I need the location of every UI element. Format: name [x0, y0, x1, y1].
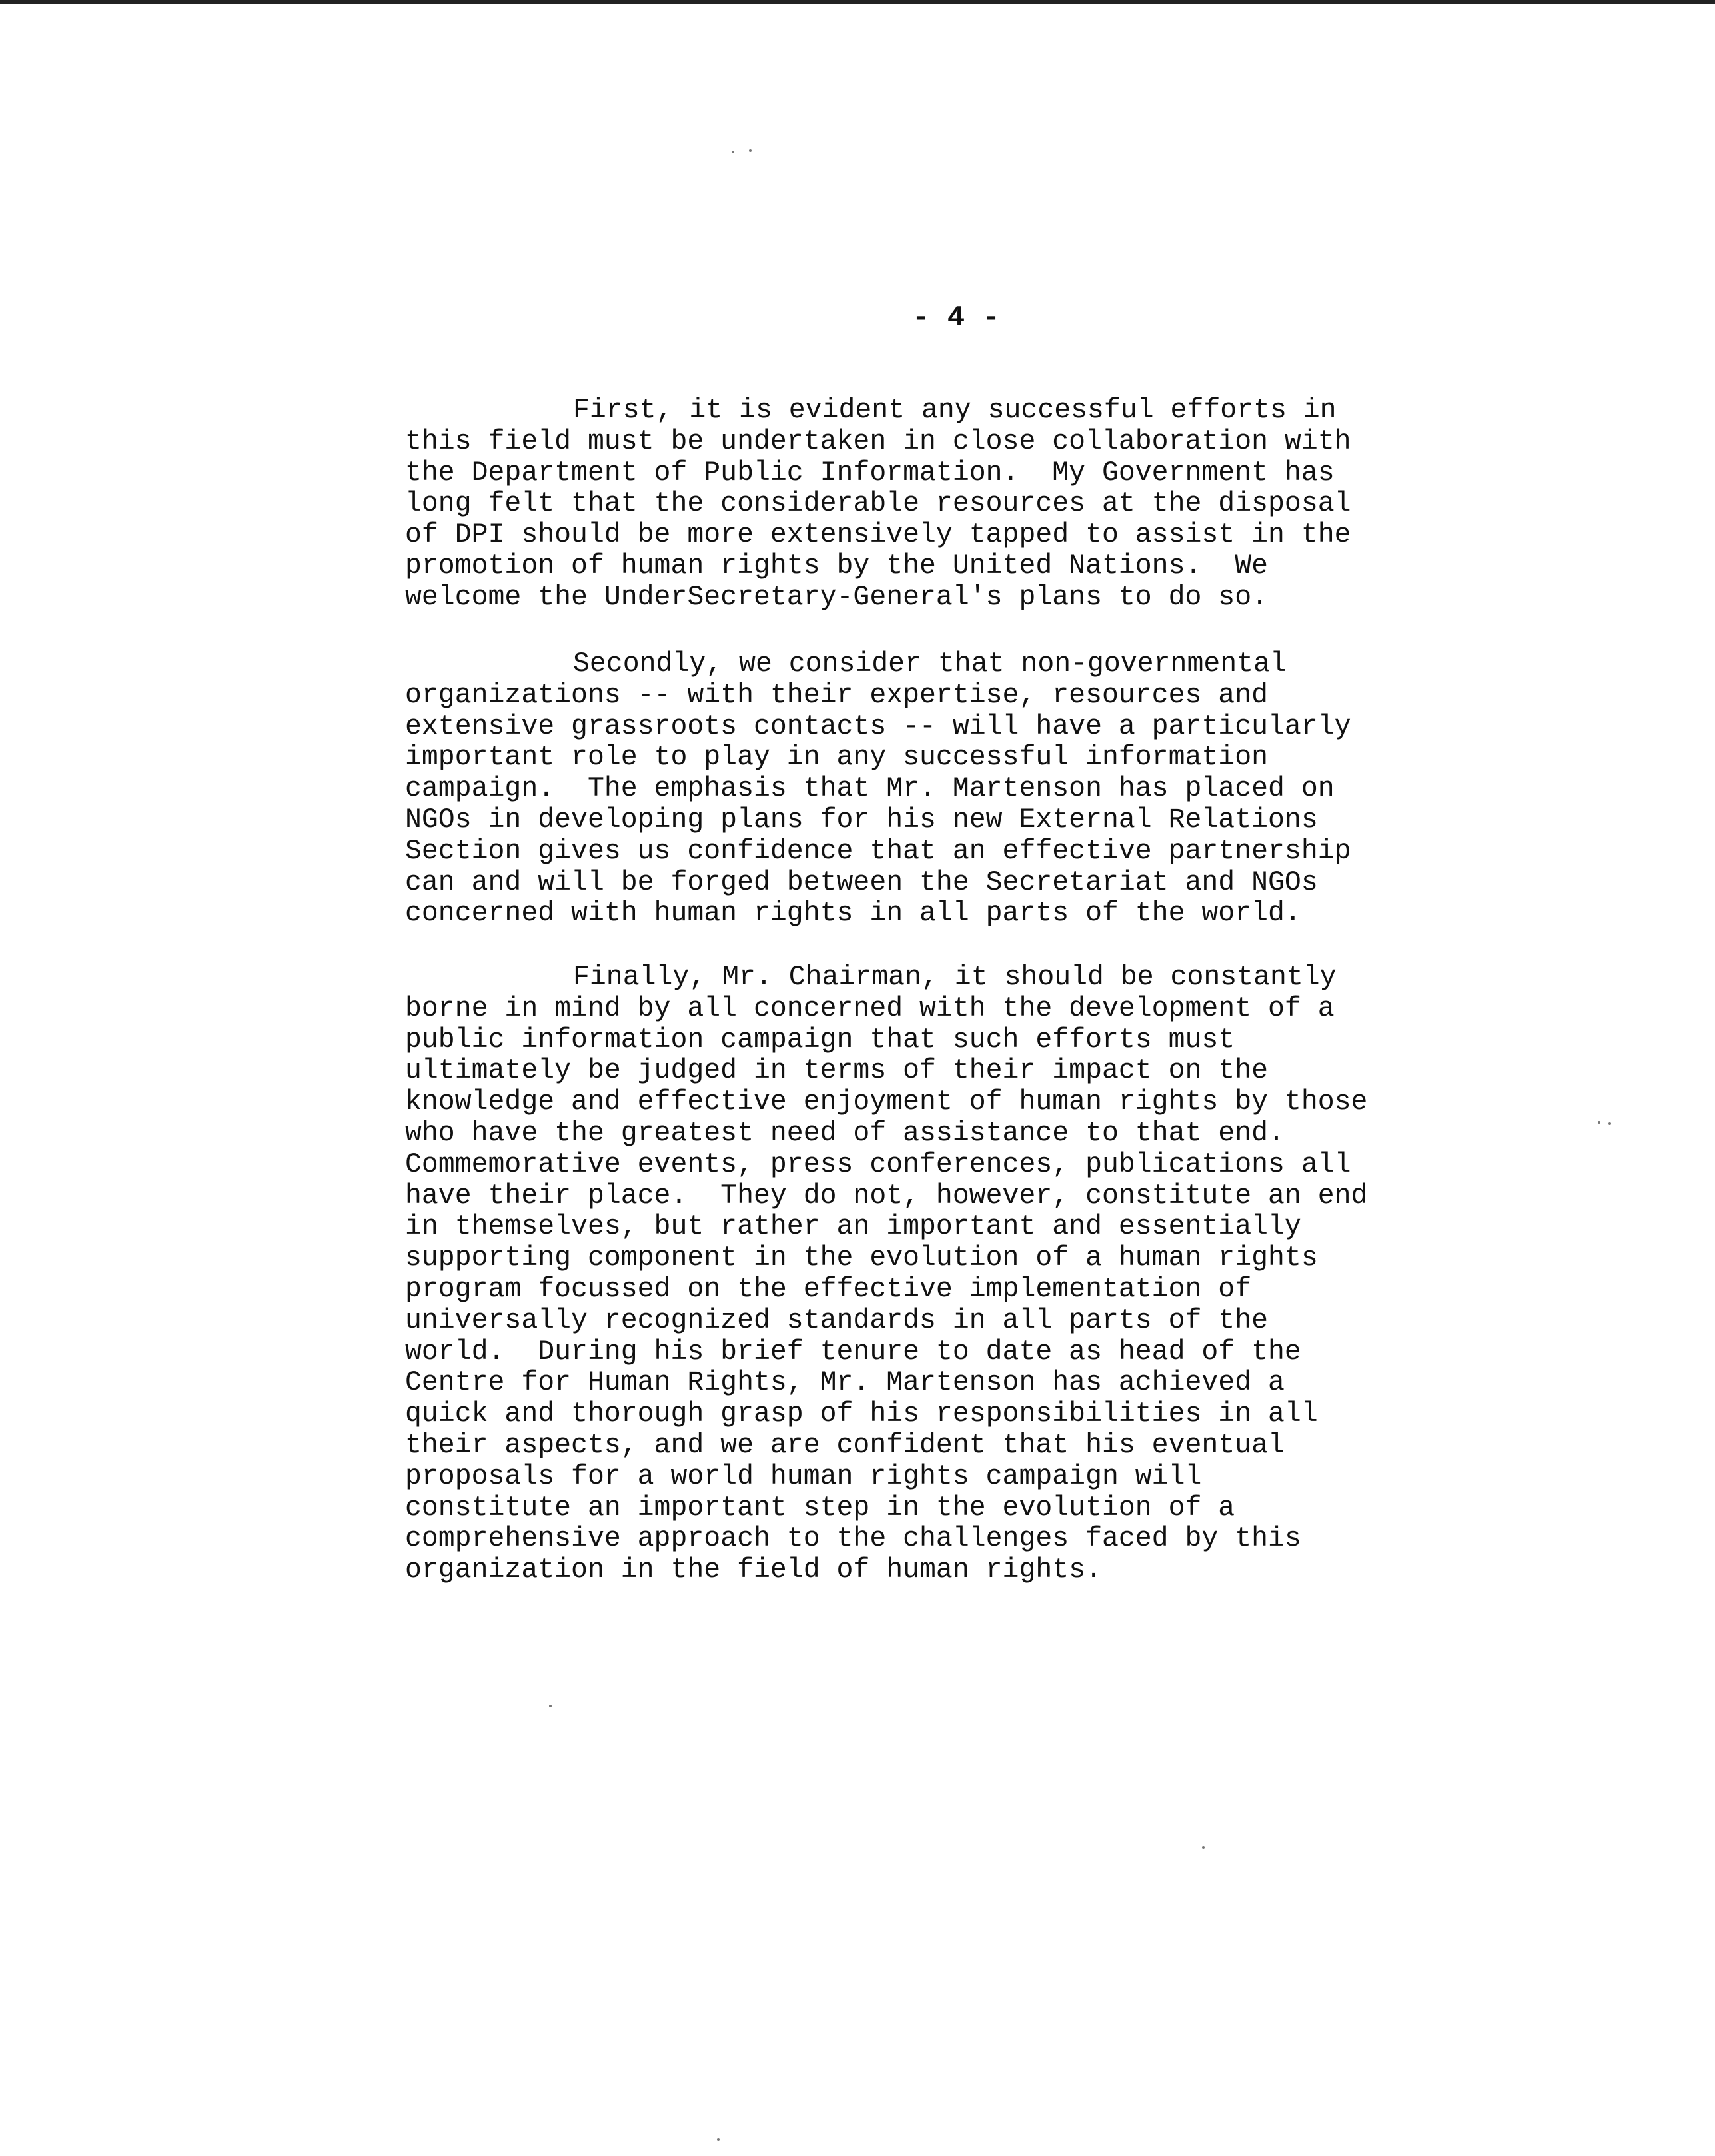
text-line: concerned with human rights in all parts of the world.	[405, 898, 1301, 930]
scan-speck	[549, 1705, 552, 1707]
text-line: have their place. They do not, however, constitute an end	[405, 1180, 1368, 1212]
text-line: organizations -- with their expertise, resources and	[405, 679, 1269, 711]
scan-speck	[1608, 1122, 1611, 1125]
text-line: universally recognized standards in all parts of the	[405, 1304, 1269, 1336]
paragraph-3	[405, 962, 1498, 1586]
text-line: Commemorative events, press conferences, publications all	[405, 1148, 1351, 1180]
text-line: in themselves, but rather an important and essentially	[405, 1211, 1301, 1243]
text-line: Finally, Mr. Chairman, it should be constantly	[573, 962, 1337, 993]
text-line: long felt that the considerable resources at the disposal	[405, 488, 1351, 520]
text-line: constitute an important step in the evolution of a	[405, 1492, 1235, 1524]
paragraph-2	[405, 649, 1498, 930]
scan-speck	[717, 2138, 720, 2141]
text-line: extensive grassroots contacts -- will have a particularly	[405, 710, 1351, 742]
text-line: proposals for a world human rights campaign will	[405, 1460, 1202, 1492]
text-line: the Department of Public Information. My Government has	[405, 457, 1335, 489]
text-line: welcome the UnderSecretary-General's plans to do so.	[405, 581, 1269, 613]
text-line: Section gives us confidence that an effective partnership	[405, 835, 1351, 867]
scan-speck	[749, 149, 752, 152]
text-line: borne in mind by all concerned with the development of a	[405, 992, 1335, 1024]
text-line: public information campaign that such efforts must	[405, 1024, 1235, 1056]
text-line: of DPI should be more extensively tapped to assist in the	[405, 519, 1351, 551]
text-line: knowledge and effective enjoyment of human rights by those	[405, 1086, 1368, 1118]
paragraph-1	[405, 395, 1498, 614]
text-line: world. During his brief tenure to date as head of the	[405, 1336, 1301, 1368]
text-line: quick and thorough grasp of his responsibilities in all	[405, 1398, 1318, 1430]
text-line: ultimately be judged in terms of their impact on the	[405, 1055, 1269, 1087]
scan-speck	[732, 151, 734, 153]
text-line: campaign. The emphasis that Mr. Martenson has placed on	[405, 773, 1335, 805]
scan-speck	[1202, 1846, 1205, 1849]
page-number: - 4 -	[911, 301, 1001, 335]
scan-speck	[1598, 1121, 1600, 1124]
text-line: Centre for Human Rights, Mr. Martenson has achieved a	[405, 1367, 1285, 1399]
scan-top-edge	[0, 0, 1715, 4]
text-line: NGOs in developing plans for his new External Relations	[405, 804, 1318, 836]
text-line: important role to play in any successful information	[405, 742, 1269, 774]
text-line: First, it is evident any successful efforts in	[573, 395, 1337, 426]
text-line: promotion of human rights by the United Nations. We	[405, 550, 1269, 582]
text-line: this field must be undertaken in close collaboration with	[405, 425, 1351, 457]
text-line: organization in the field of human rights.	[405, 1554, 1102, 1586]
text-line: who have the greatest need of assistance to that end.	[405, 1117, 1285, 1149]
text-line: can and will be forged between the Secretariat and NGOs	[405, 866, 1318, 898]
text-line: their aspects, and we are confident that his eventual	[405, 1429, 1285, 1461]
text-line: Secondly, we consider that non-governmental	[573, 648, 1287, 680]
text-line: supporting component in the evolution of a human rights	[405, 1242, 1318, 1274]
text-line: program focussed on the effective implementation of	[405, 1273, 1252, 1305]
text-line: comprehensive approach to the challenges faced by this	[405, 1523, 1301, 1555]
